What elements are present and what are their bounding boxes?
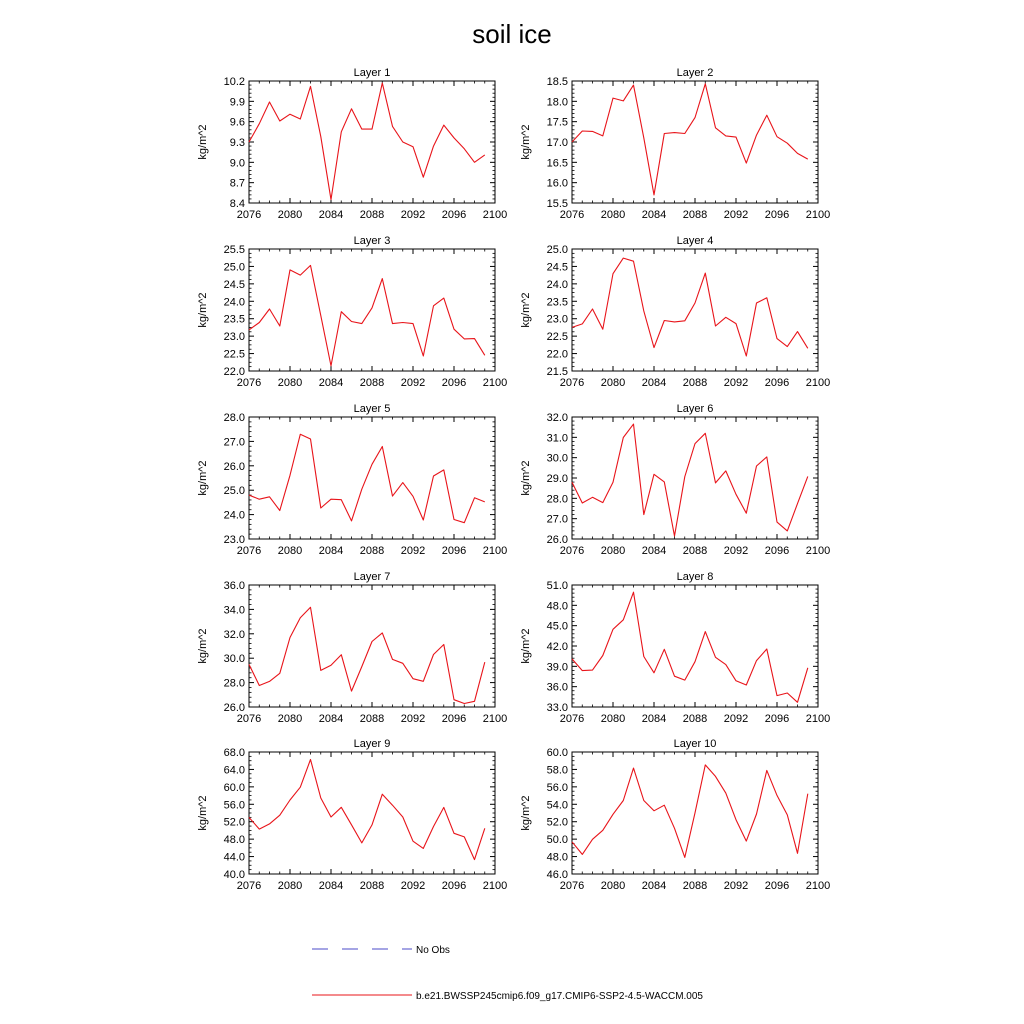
x-tick-label: 2092 bbox=[723, 377, 749, 389]
y-tick-label: 48.0 bbox=[223, 834, 245, 847]
x-tick-label: 2080 bbox=[600, 377, 626, 389]
series-line-layer-2 bbox=[572, 84, 808, 195]
panel-layer-6 bbox=[520, 403, 830, 557]
x-tick-label: 2076 bbox=[559, 209, 585, 221]
y-tick-label: 23.0 bbox=[223, 331, 245, 344]
y-tick-label: 18.5 bbox=[546, 76, 568, 88]
x-tick-label: 2092 bbox=[723, 209, 749, 221]
x-tick-label: 2080 bbox=[277, 880, 303, 892]
y-tick-label: 25.0 bbox=[223, 261, 245, 274]
y-tick-label: 21.5 bbox=[546, 366, 568, 378]
x-tick-label: 2080 bbox=[277, 545, 303, 557]
x-tick-label: 2088 bbox=[682, 880, 708, 892]
x-tick-label: 2084 bbox=[318, 545, 344, 557]
x-tick-label: 2084 bbox=[318, 377, 344, 389]
legend-obs-label: No Obs bbox=[416, 945, 450, 956]
y-axis-label: kg/m^2 bbox=[520, 460, 532, 496]
panel-layer-10 bbox=[520, 738, 830, 892]
x-tick-label: 2092 bbox=[400, 545, 426, 557]
x-tick-label: 2096 bbox=[764, 713, 790, 725]
panel-layer-1 bbox=[197, 67, 507, 221]
y-axis-label: kg/m^2 bbox=[520, 124, 532, 160]
y-tick-label: 27.0 bbox=[223, 436, 245, 449]
y-tick-label: 68.0 bbox=[223, 747, 245, 759]
y-tick-label: 52.0 bbox=[223, 816, 245, 829]
y-tick-label: 24.0 bbox=[223, 509, 245, 522]
y-tick-label: 34.0 bbox=[223, 604, 245, 617]
series-line-layer-9 bbox=[249, 760, 485, 860]
x-tick-label: 2080 bbox=[277, 713, 303, 725]
x-tick-label: 2076 bbox=[236, 713, 262, 725]
series-line-layer-10 bbox=[572, 765, 808, 858]
x-tick-label: 2096 bbox=[764, 209, 790, 221]
y-tick-label: 26.0 bbox=[223, 702, 245, 714]
plot-frame bbox=[572, 81, 818, 203]
panel-title: Layer 7 bbox=[353, 571, 391, 583]
panel-layer-5 bbox=[197, 403, 507, 557]
plot-frame bbox=[249, 585, 495, 707]
x-tick-label: 2096 bbox=[441, 209, 467, 221]
y-tick-label: 58.0 bbox=[546, 764, 568, 777]
panel-layer-2 bbox=[520, 67, 830, 221]
x-tick-label: 2100 bbox=[805, 713, 831, 725]
y-tick-label: 48.0 bbox=[546, 600, 568, 613]
y-tick-label: 42.0 bbox=[546, 641, 568, 653]
y-tick-label: 46.0 bbox=[546, 869, 568, 881]
x-tick-label: 2084 bbox=[318, 209, 344, 221]
y-tick-label: 27.0 bbox=[546, 513, 568, 526]
y-tick-label: 9.3 bbox=[229, 137, 245, 149]
series-line-layer-3 bbox=[249, 265, 485, 365]
x-tick-label: 2084 bbox=[641, 377, 667, 389]
y-tick-label: 9.9 bbox=[229, 96, 245, 109]
x-tick-label: 2076 bbox=[559, 545, 585, 557]
y-tick-label: 17.5 bbox=[546, 116, 568, 129]
x-tick-label: 2100 bbox=[805, 377, 831, 389]
y-tick-label: 23.0 bbox=[546, 313, 568, 326]
panel-layer-3 bbox=[197, 235, 507, 389]
series-line-layer-4 bbox=[572, 258, 808, 356]
y-axis-label: kg/m^2 bbox=[197, 124, 209, 160]
y-tick-label: 52.0 bbox=[546, 816, 568, 829]
panel-title: Layer 1 bbox=[353, 67, 391, 79]
x-tick-label: 2088 bbox=[682, 377, 708, 389]
y-axis-label: kg/m^2 bbox=[520, 628, 532, 664]
x-tick-label: 2088 bbox=[682, 713, 708, 725]
x-tick-label: 2092 bbox=[723, 545, 749, 557]
series-line-layer-7 bbox=[249, 607, 485, 703]
x-tick-label: 2088 bbox=[359, 880, 385, 892]
y-tick-label: 31.0 bbox=[546, 432, 568, 445]
y-tick-label: 26.0 bbox=[223, 460, 245, 473]
y-tick-label: 17.0 bbox=[546, 137, 568, 149]
x-tick-label: 2092 bbox=[400, 880, 426, 892]
y-axis-label: kg/m^2 bbox=[197, 628, 209, 664]
panel-layer-8 bbox=[520, 571, 830, 725]
panel-title: Layer 4 bbox=[676, 235, 714, 247]
x-tick-label: 2080 bbox=[277, 209, 303, 221]
x-tick-label: 2096 bbox=[441, 880, 467, 892]
y-tick-label: 23.5 bbox=[223, 313, 245, 326]
x-tick-label: 2096 bbox=[441, 545, 467, 557]
panel-layer-9 bbox=[197, 738, 507, 892]
x-tick-label: 2092 bbox=[723, 880, 749, 892]
y-tick-label: 18.0 bbox=[546, 96, 568, 109]
x-tick-label: 2076 bbox=[559, 880, 585, 892]
panel-title: Layer 10 bbox=[673, 738, 717, 750]
x-tick-label: 2100 bbox=[482, 209, 508, 221]
y-tick-label: 28.0 bbox=[223, 677, 245, 690]
x-tick-label: 2080 bbox=[600, 713, 626, 725]
y-tick-label: 23.0 bbox=[223, 534, 245, 546]
x-tick-label: 2088 bbox=[359, 209, 385, 221]
x-tick-label: 2080 bbox=[277, 377, 303, 389]
y-tick-label: 40.0 bbox=[223, 869, 245, 881]
x-tick-label: 2096 bbox=[441, 377, 467, 389]
y-tick-label: 8.7 bbox=[229, 177, 245, 190]
x-tick-label: 2100 bbox=[482, 880, 508, 892]
x-tick-label: 2076 bbox=[236, 545, 262, 557]
series-line-layer-5 bbox=[249, 434, 485, 522]
x-tick-label: 2096 bbox=[441, 713, 467, 725]
plot-frame bbox=[572, 249, 818, 371]
chart-panels bbox=[197, 67, 830, 892]
y-tick-label: 36.0 bbox=[546, 681, 568, 694]
x-tick-label: 2080 bbox=[600, 209, 626, 221]
y-tick-label: 44.0 bbox=[223, 851, 245, 864]
y-axis-label: kg/m^2 bbox=[197, 795, 209, 831]
plot-frame bbox=[572, 585, 818, 707]
y-tick-label: 26.0 bbox=[546, 534, 568, 546]
x-tick-label: 2096 bbox=[764, 545, 790, 557]
y-axis-label: kg/m^2 bbox=[520, 292, 532, 328]
x-tick-label: 2088 bbox=[682, 545, 708, 557]
plot-frame bbox=[572, 417, 818, 539]
y-tick-label: 29.0 bbox=[546, 473, 568, 485]
panel-title: Layer 2 bbox=[676, 67, 714, 79]
x-tick-label: 2076 bbox=[559, 713, 585, 725]
legend bbox=[312, 945, 703, 1002]
x-tick-label: 2088 bbox=[359, 713, 385, 725]
x-tick-label: 2092 bbox=[400, 377, 426, 389]
panel-title: Layer 6 bbox=[676, 403, 714, 415]
y-tick-label: 56.0 bbox=[223, 799, 245, 812]
y-tick-label: 45.0 bbox=[546, 620, 568, 633]
y-tick-label: 28.0 bbox=[546, 493, 568, 506]
panel-title: Layer 5 bbox=[353, 403, 391, 415]
y-axis-label: kg/m^2 bbox=[197, 460, 209, 496]
x-tick-label: 2096 bbox=[764, 880, 790, 892]
series-line-layer-8 bbox=[572, 592, 808, 702]
panel-layer-4 bbox=[520, 235, 830, 389]
y-tick-label: 24.0 bbox=[546, 278, 568, 291]
y-tick-label: 33.0 bbox=[546, 702, 568, 714]
y-tick-label: 15.5 bbox=[546, 198, 568, 210]
x-tick-label: 2096 bbox=[764, 377, 790, 389]
x-tick-label: 2076 bbox=[559, 377, 585, 389]
y-tick-label: 54.0 bbox=[546, 799, 568, 812]
plot-frame bbox=[249, 752, 495, 874]
x-tick-label: 2100 bbox=[482, 545, 508, 557]
x-tick-label: 2080 bbox=[600, 880, 626, 892]
panel-layer-7 bbox=[197, 571, 507, 725]
y-tick-label: 51.0 bbox=[546, 580, 568, 592]
y-axis-label: kg/m^2 bbox=[197, 292, 209, 328]
y-tick-label: 48.0 bbox=[546, 851, 568, 864]
y-tick-label: 56.0 bbox=[546, 781, 568, 794]
x-tick-label: 2080 bbox=[600, 545, 626, 557]
y-tick-label: 16.5 bbox=[546, 157, 568, 170]
x-tick-label: 2084 bbox=[641, 209, 667, 221]
y-tick-label: 32.0 bbox=[223, 628, 245, 641]
x-tick-label: 2084 bbox=[318, 880, 344, 892]
series-line-layer-1 bbox=[249, 83, 485, 200]
x-tick-label: 2100 bbox=[482, 377, 508, 389]
panel-title: Layer 3 bbox=[353, 235, 391, 247]
x-tick-label: 2092 bbox=[400, 209, 426, 221]
x-tick-label: 2084 bbox=[641, 545, 667, 557]
x-tick-label: 2100 bbox=[805, 209, 831, 221]
y-tick-label: 25.0 bbox=[546, 244, 568, 256]
y-tick-label: 60.0 bbox=[546, 747, 568, 759]
y-tick-label: 32.0 bbox=[546, 412, 568, 424]
y-tick-label: 39.0 bbox=[546, 661, 568, 674]
y-tick-label: 28.0 bbox=[223, 412, 245, 424]
x-tick-label: 2076 bbox=[236, 209, 262, 221]
y-tick-label: 25.5 bbox=[223, 244, 245, 256]
x-tick-label: 2088 bbox=[682, 209, 708, 221]
y-tick-label: 22.0 bbox=[223, 366, 245, 378]
y-tick-label: 24.5 bbox=[546, 261, 568, 274]
y-axis-label: kg/m^2 bbox=[520, 795, 532, 831]
x-tick-label: 2084 bbox=[318, 713, 344, 725]
x-tick-label: 2084 bbox=[641, 713, 667, 725]
y-tick-label: 22.5 bbox=[223, 348, 245, 361]
x-tick-label: 2092 bbox=[400, 713, 426, 725]
y-tick-label: 64.0 bbox=[223, 764, 245, 777]
x-tick-label: 2100 bbox=[805, 545, 831, 557]
y-tick-label: 25.0 bbox=[223, 485, 245, 498]
legend-model-label: b.e21.BWSSP245cmip6.f09_g17.CMIP6-SSP2-4.5-WACCM.005 bbox=[416, 991, 703, 1002]
y-tick-label: 24.5 bbox=[223, 278, 245, 291]
y-tick-label: 30.0 bbox=[546, 452, 568, 465]
y-tick-label: 9.0 bbox=[229, 157, 245, 170]
y-tick-label: 24.0 bbox=[223, 296, 245, 309]
y-tick-label: 22.5 bbox=[546, 331, 568, 344]
y-tick-label: 50.0 bbox=[546, 834, 568, 847]
y-tick-label: 16.0 bbox=[546, 177, 568, 190]
x-tick-label: 2088 bbox=[359, 545, 385, 557]
x-tick-label: 2100 bbox=[482, 713, 508, 725]
y-tick-label: 60.0 bbox=[223, 781, 245, 794]
y-tick-label: 10.2 bbox=[223, 76, 245, 88]
y-tick-label: 9.6 bbox=[229, 116, 245, 129]
x-tick-label: 2088 bbox=[359, 377, 385, 389]
x-tick-label: 2092 bbox=[723, 713, 749, 725]
x-tick-label: 2100 bbox=[805, 880, 831, 892]
figure-title: soil ice bbox=[472, 19, 552, 49]
x-tick-label: 2076 bbox=[236, 377, 262, 389]
panel-title: Layer 9 bbox=[353, 738, 391, 750]
x-tick-label: 2084 bbox=[641, 880, 667, 892]
panel-title: Layer 8 bbox=[676, 571, 714, 583]
y-tick-label: 30.0 bbox=[223, 653, 245, 666]
y-tick-label: 23.5 bbox=[546, 296, 568, 309]
y-tick-label: 22.0 bbox=[546, 348, 568, 361]
plot-frame bbox=[249, 249, 495, 371]
y-tick-label: 36.0 bbox=[223, 580, 245, 592]
x-tick-label: 2076 bbox=[236, 880, 262, 892]
series-line-layer-6 bbox=[572, 424, 808, 536]
y-tick-label: 8.4 bbox=[229, 198, 245, 210]
